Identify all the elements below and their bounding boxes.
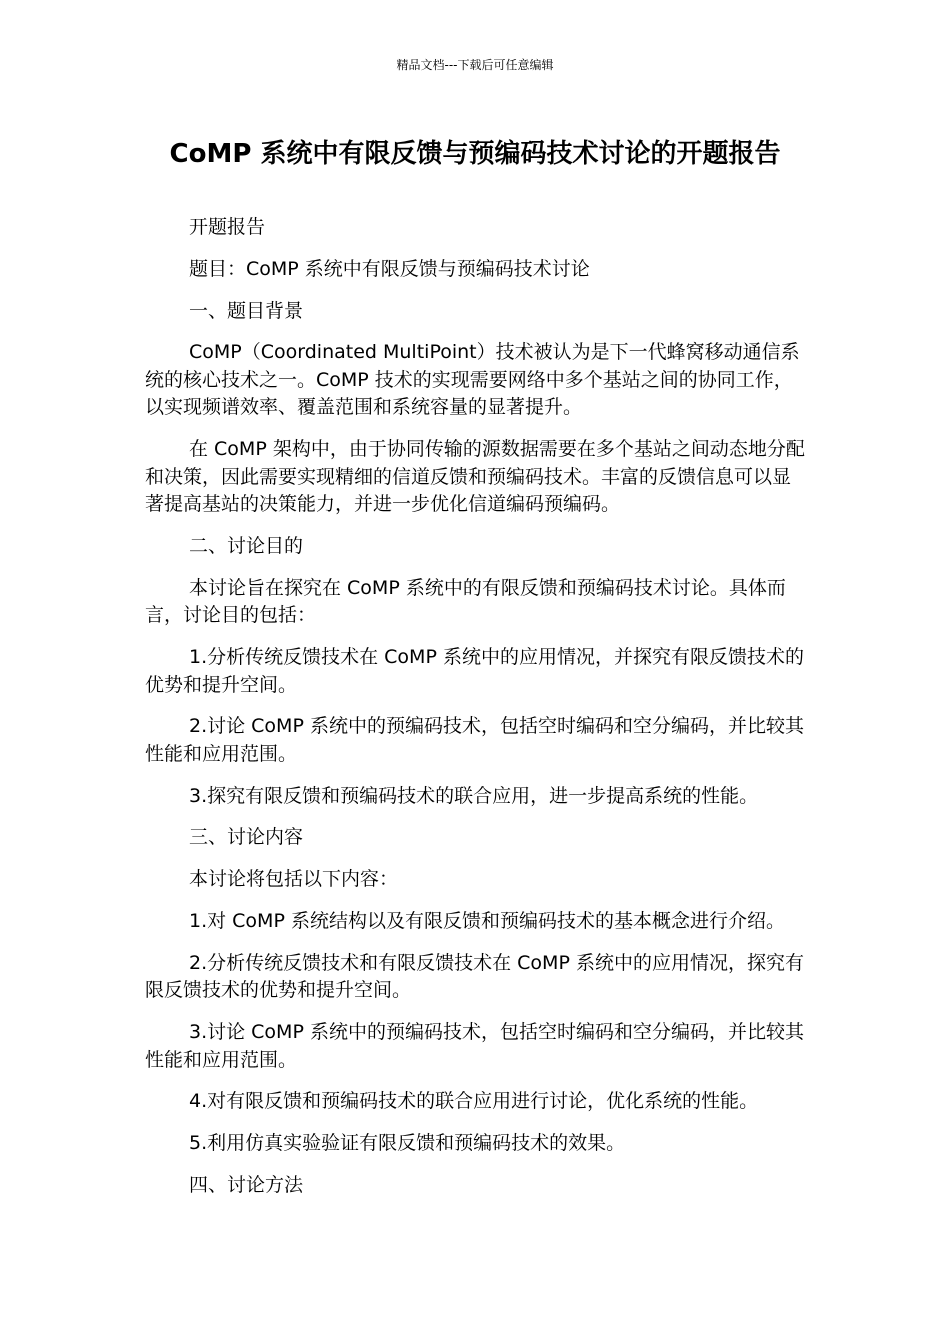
list-item: 1.分析传统反馈技术在 CoMP 系统中的应用情况，并探究有限反馈技术的优势和提升空间。 [145, 646, 804, 696]
paragraph: 本讨论旨在探究在 CoMP 系统中的有限反馈和预编码技术讨论。具体而言，讨论目的包括： [145, 576, 786, 627]
paragraph: CoMP（Coordinated MultiPoint）技术被认为是下一代蜂窝移动通信系统的核心技术之一。CoMP 技术的实现需要网络中多个基站之间的协同工作，以实现频谱效率、覆盖范围和系统容量的显著提升。 [145, 341, 800, 419]
paragraph: 在 CoMP 架构中，由于协同传输的源数据需要在多个基站之间动态地分配和决策，因此需要实现精细的信道反馈和预编码技术。丰富的反馈信息可以显著提高基站的决策能力，并进一步优化信道编码预编码。 [145, 438, 805, 516]
section-heading-content: 三、讨论内容 [189, 826, 304, 849]
list-item: 3.探究有限反馈和预编码技术的联合应用，进一步提高系统的性能。 [189, 784, 759, 807]
section-heading-method: 四、讨论方法 [189, 1174, 304, 1197]
list-item: 5.利用仿真实验验证有限反馈和预编码技术的效果。 [189, 1132, 626, 1155]
document-title: CoMP 系统中有限反馈与预编码技术讨论的开题报告 [169, 139, 781, 169]
paragraph: 本讨论将包括以下内容： [189, 868, 399, 891]
list-item: 2.讨论 CoMP 系统中的预编码技术，包括空时编码和空分编码，并比较其性能和应用范围。 [145, 715, 804, 765]
header-note: 精品文档---下载后可任意编辑 [396, 58, 554, 72]
list-item: 2.分析传统反馈技术和有限反馈技术在 CoMP 系统中的应用情况，探究有限反馈技术的优势和提升空间。 [145, 951, 804, 1002]
document-body [145, 214, 807, 1214]
list-item: 4.对有限反馈和预编码技术的联合应用进行讨论，优化系统的性能。 [189, 1090, 759, 1113]
list-item: 3.讨论 CoMP 系统中的预编码技术，包括空时编码和空分编码，并比较其性能和应用范围。 [145, 1021, 804, 1071]
section-heading-purpose: 二、讨论目的 [189, 534, 304, 557]
list-item: 1.对 CoMP 系统结构以及有限反馈和预编码技术的基本概念进行介绍。 [189, 910, 785, 933]
paragraph-topic: 题目：CoMP 系统中有限反馈与预编码技术讨论 [189, 257, 590, 280]
section-heading-background: 一、题目背景 [189, 299, 304, 322]
paragraph-report-label: 开题报告 [189, 216, 266, 238]
